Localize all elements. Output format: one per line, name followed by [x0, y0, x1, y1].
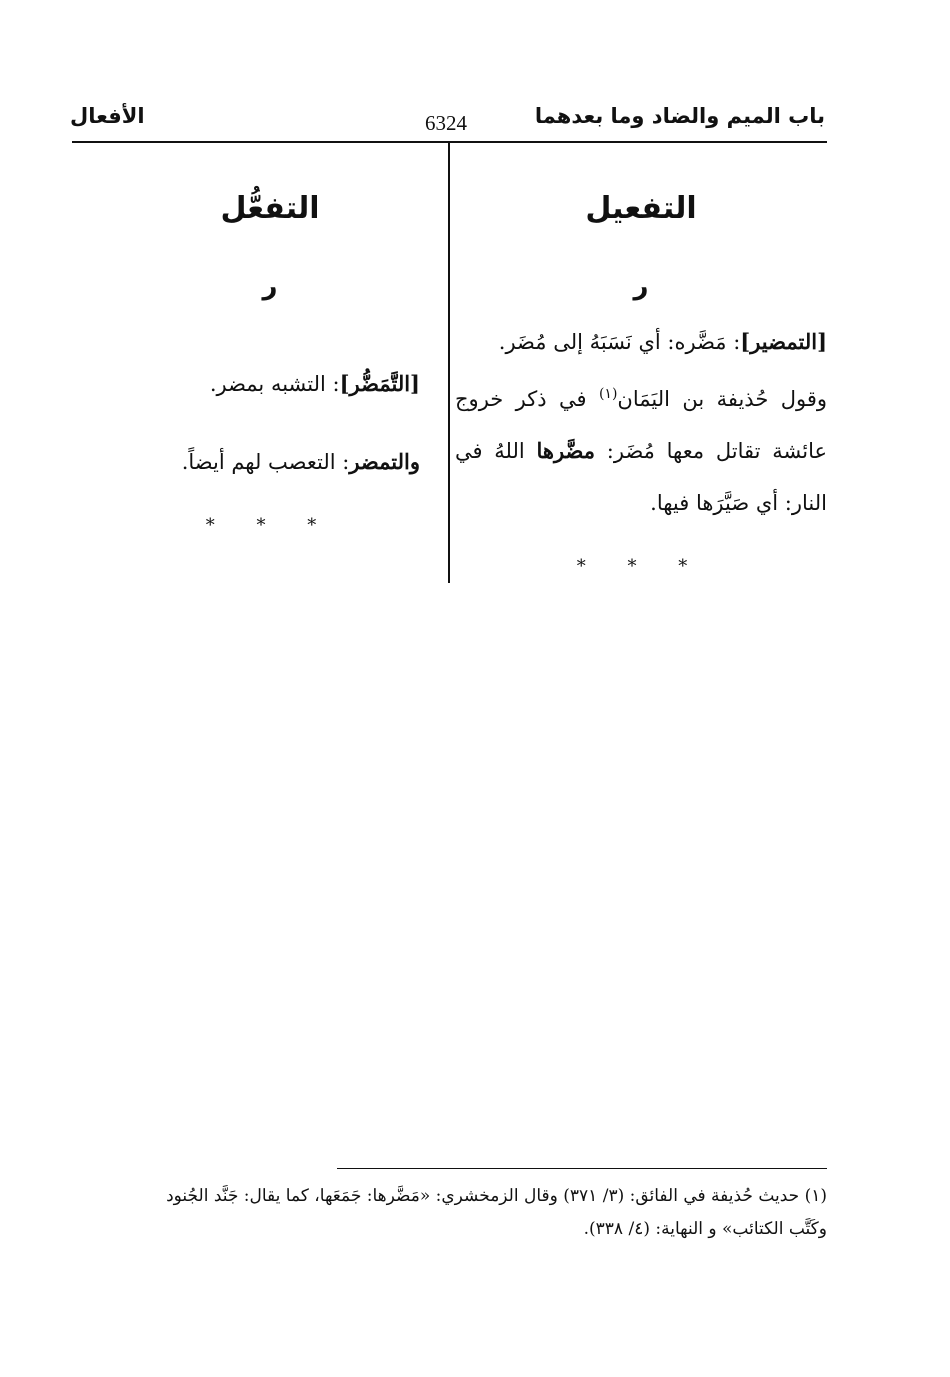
entry-definition: : مَضَّره: أي نَسَبَهُ إلى مُضَر.	[498, 330, 741, 354]
entry-1-definition: : التشبه بمضر.	[209, 372, 340, 396]
entry-1-headword: [التَّمَضُّر]	[339, 371, 420, 396]
footnote-line-2: وكَتَّب الكتائب» و النهاية: (٤/ ٣٣٨).	[583, 1219, 827, 1239]
footnote-reference[interactable]: (١)	[598, 386, 618, 402]
left-column-heading: التفعُّل	[220, 191, 320, 226]
column-divider	[448, 143, 450, 583]
entry-2-headword: والتمضر	[349, 449, 420, 474]
footnote-rule	[337, 1168, 827, 1169]
left-entry-1	[120, 358, 420, 410]
section-title: باب الميم والضاد وما بعدهما	[534, 104, 825, 128]
quote-explanation: اللهُ في النار: أي صَيَّرَها فيها.	[455, 439, 827, 515]
right-entry-text	[455, 316, 827, 529]
right-column	[455, 178, 827, 585]
quote-context: في ذكر خروج عائشة تقاتل معها مُضَر:	[455, 387, 827, 463]
entry-headword: [التمضير]	[740, 329, 827, 354]
left-root-letter: ر	[262, 271, 278, 301]
left-entry-2	[120, 436, 420, 488]
right-section-separator: * * *	[576, 556, 706, 577]
right-root-letter: ر	[633, 271, 649, 301]
footnote	[72, 1180, 827, 1246]
chapter-title: الأفعال	[70, 104, 145, 128]
page-number: 6324	[425, 111, 467, 135]
footnote-line-1: (١) حديث حُذيفة في الفائق: (٣/ ٣٧١) وقال الزمخشري: «مَضَّرها: جَمَعَها، كما يقال: جَنَّد الجُنود	[166, 1186, 827, 1206]
left-column	[120, 178, 420, 544]
entry-2-definition: : التعصب لهم أيضاً.	[181, 450, 350, 474]
right-column-heading: التفعيل	[585, 191, 697, 226]
left-section-separator: * * *	[205, 515, 335, 536]
quote-bold-word: مضَّرها	[536, 438, 596, 463]
running-head	[70, 104, 825, 140]
quote-intro: وقول حُذيفة بن اليَمَان	[617, 387, 827, 411]
